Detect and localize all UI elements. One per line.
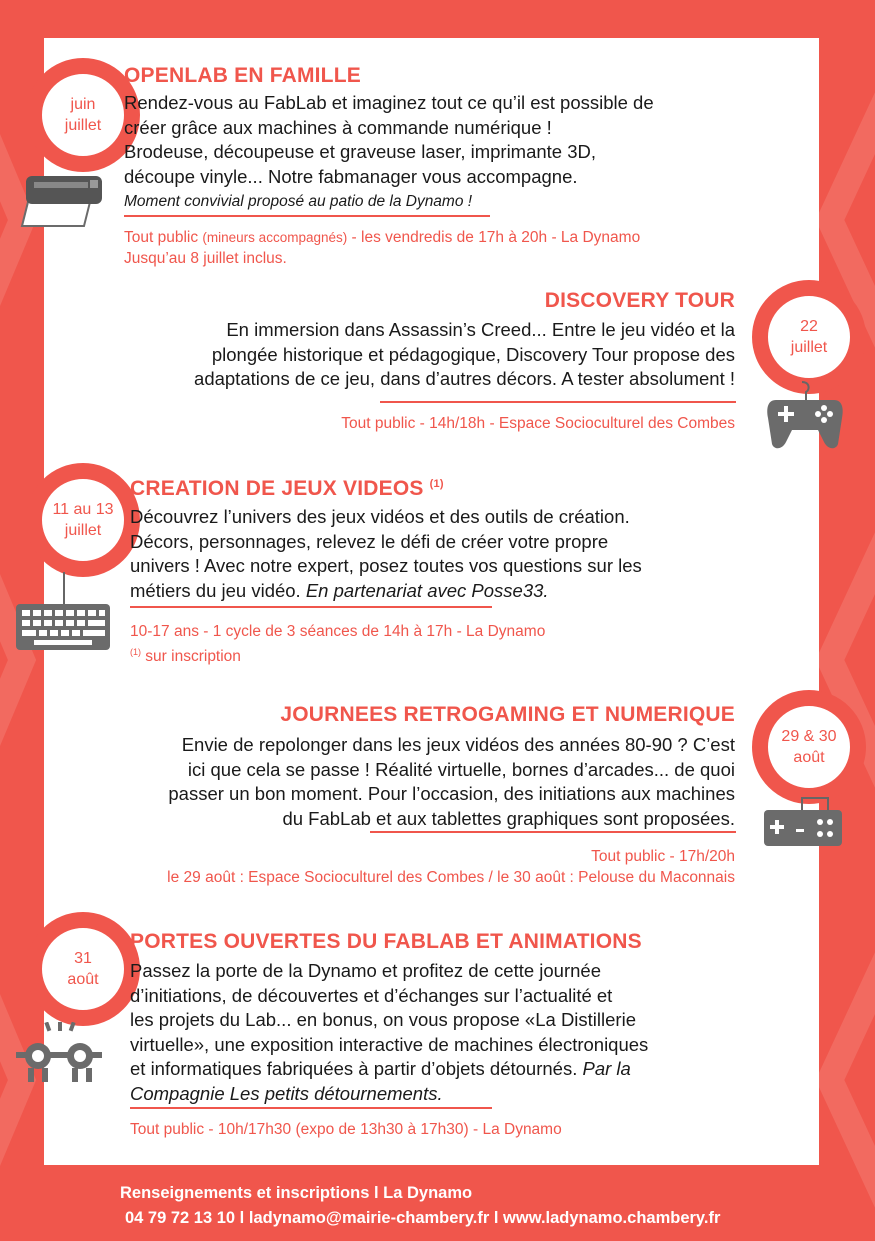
divider (370, 831, 736, 833)
robots-icon (16, 1022, 104, 1084)
divider (130, 1107, 492, 1109)
gamepad-icon (766, 378, 844, 450)
event-title-retrogaming: JOURNEES RETROGAMING ET NUMERIQUE (280, 703, 735, 726)
divider (130, 606, 492, 608)
date-badge-portes-ouvertes: 31 août (26, 912, 140, 1026)
event-description-portes-ouvertes: Passez la porte de la Dynamo et profitez de cette journée d’initiations, de découvertes et d’échanges sur l’actualité et les projets du Lab... en bonus, on vous propose «La Distillerie virtuelle», une exposition interactive de machines électroniques et informatiques fabriquées à partir d’objets détournés. Par la Compagnie Les petits détournements. (130, 960, 649, 1104)
event-title-openlab: OPENLAB EN FAMILLE (124, 64, 361, 87)
event-description-discovery: En immersion dans Assassin’s Creed... Entre le jeu vidéo et la plongée historique et pédagogique, Discovery Tour propose des adaptations de ce jeu, dans d’autres décors. A tester absolument ! (194, 319, 735, 389)
date-badge-discovery: 22 juillet (752, 280, 866, 394)
event-description-creation: Découvrez l’univers des jeux vidéos et des outils de création. Décors, personnages, relevez le défi de créer votre propre univers ! Avec notre expert, posez toutes vos questions sur les métiers du jeu vidéo. En partenariat avec Posse33. (130, 506, 642, 601)
event-description-retrogaming: Envie de repolonger dans les jeux vidéos des années 80-90 ? C’est ici que cela se passe ! Réalité virtuelle, bornes d’arcades... de quoi passer un bon moment. Pour l’occasion, des initiations aux machines du FabLab et aux tablettes graphiques sont proposées. (168, 734, 735, 829)
divider (380, 401, 736, 403)
event-info-discovery: Tout public - 14h/18h - Espace Socioculturel des Combes (341, 415, 735, 432)
keyboard-icon (14, 572, 112, 652)
divider (124, 215, 490, 217)
footer-title: Renseignements et inscriptions l La Dynamo (120, 1184, 473, 1202)
event-title-creation: CREATION DE JEUX VIDEOS $^{(1)}$ (130, 477, 444, 500)
event-info-retrogaming: Tout public - 17h/20h le 29 août : Espace Socioculturel des Combes / le 30 août : Pelouse du Maconnais (167, 848, 735, 886)
date-badge-openlab: juin juillet (26, 58, 140, 172)
retro-controller-icon (762, 792, 844, 848)
footer-contact (120, 1181, 720, 1231)
footer-details: 04 79 72 13 10 l ladynamo@mairie-chambery.fr l www.ladynamo.chambery.fr (125, 1209, 721, 1227)
event-title-discovery: DISCOVERY TOUR (544, 289, 735, 312)
event-info-openlab: Tout public (mineurs accompagnés) - les vendredis de 17h à 20h - La Dynamo Jusqu’au 8 juillet inclus. (124, 229, 641, 267)
event-description-openlab: Rendez-vous au FabLab et imaginez tout ce qu’il est possible de créer grâce aux machines à commande numérique ! Brodeuse, découpeuse et graveuse laser, imprimante 3D, découpe vinyle... Notre fabmanager vous accompagne. (124, 92, 654, 187)
event-note-openlab: Moment convivial proposé au patio de la Dynamo ! (124, 193, 473, 210)
event-title-portes-ouvertes: PORTES OUVERTES DU FABLAB ET ANIMATIONS (130, 930, 642, 953)
date-badge-retrogaming: 29 & 30 août (752, 690, 866, 804)
vinyl-cutter-icon (20, 168, 106, 228)
event-info-portes-ouvertes: Tout public - 10h/17h30 (expo de 13h30 à 17h30) - La Dynamo (130, 1121, 562, 1138)
date-badge-creation: 11 au 13 juillet (26, 463, 140, 577)
event-info-creation: 10-17 ans - 1 cycle de 3 séances de 14h à 17h - La Dynamo $^{(1)}$ sur inscription (130, 623, 546, 666)
